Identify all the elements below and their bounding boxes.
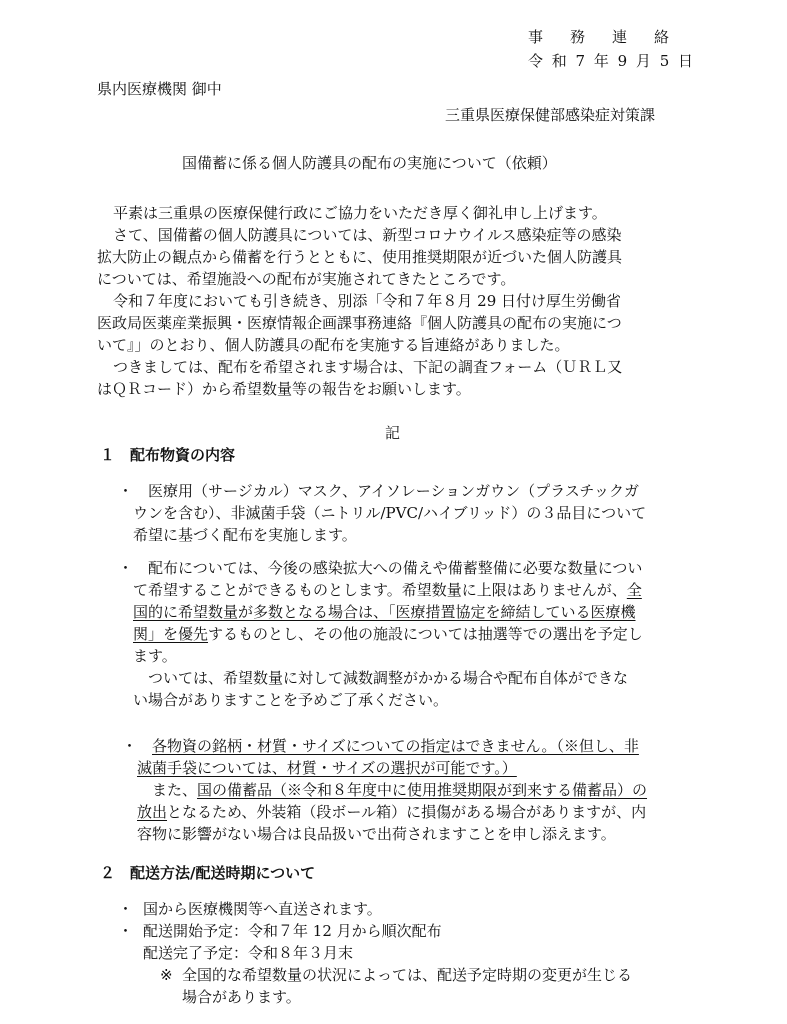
s1-b2-line: ます。 [133,647,177,665]
s1-b1-line: 希望に基づく配布を実施します。 [133,526,357,544]
s1-b3-text: となるため、外装箱（段ボール箱）に損傷がある場合がありますが、内 [167,803,647,821]
s2-line: 国から医療機関等へ直送されます。 [143,900,382,918]
s1-b1-line: 医療用（サージカル）マスク、アイソレーションガウン（プラスチックガ [148,482,639,500]
sender: 三重県医療保健部感染症対策課 [445,106,656,124]
s2-line: 配送開始予定：令和７年 12 月から順次配布 [143,922,442,940]
intro-line: については、希望施設への配布が実施されてきたところです。 [97,270,516,288]
s1-b3-line [152,779,647,801]
s2-note-line: 全国的な希望数量の状況によっては、配送予定時期の変更が生じる [182,966,633,984]
intro-line: 拡大防止の観点から備蓄を行うとともに、使用推奨期限が近づいた個人防護具 [97,248,623,266]
s1-b2-line [133,579,642,601]
ki-mark: 記 [385,424,401,442]
intro-line: 平素は三重県の医療保健行政にご協力をいただき厚く御礼申し上げます。 [113,204,607,222]
bullet-dot: ・ [118,559,134,577]
bullet-dot: ・ [118,900,134,918]
s1-b2-line: い場合がありますことを予めご了承ください。 [133,691,449,709]
s1-b2-line [133,623,643,645]
s1-b3-text: また、 [152,781,198,799]
intro-line: 医政局医薬産業振興・医療情報企画課事務連絡『個人防護具の配布の実施につ [97,314,622,332]
section1-heading: １ 配布物資の内容 [100,446,236,464]
bullet-dot: ・ [122,737,138,755]
doc-date: 令 和 7 年 9 月 5 日 [528,52,696,70]
s2-line: 配送完了予定：令和８年３月末 [143,944,354,962]
s1-b3-line: 容物に影響がない場合は良品扱いで出荷されますことを申し添えます。 [137,825,616,843]
s1-b3-line: 各物資の銘柄・材質・サイズについての指定はできません。（※但し、非 [152,737,639,755]
doc-type: 事 務 連 絡 [528,28,676,46]
bullet-dot: ・ [118,922,134,940]
underlined-text: 関」を優先 [133,625,209,643]
intro-line: 令和７年度においても引き続き、別添「令和７年８月 29 日付け厚生労働省 [113,292,622,310]
intro-line: さて、国備蓄の個人防護具については、新型コロナウイルス感染症等の感染 [113,226,622,244]
s1-b2-line: ついては、希望数量に対して減数調整がかかる場合や配布自体ができな [148,669,629,687]
s1-b2-text: て希望することができるものとします。希望数量に上限はありませんが、 [133,581,627,599]
intro-line: いて』」のとおり、個人防護具の配布を実施する旨連絡がありました。 [97,336,570,354]
s1-b2-line: 配布については、今後の感染拡大への備えや備蓄整備に必要な数量につい [148,559,643,577]
doc-title: 国備蓄に係る個人防護具の配布の実施について（依頼） [182,154,557,172]
s1-b1-line: ウンを含む）、非滅菌手袋（ニトリル/PVC/ハイブリッド）の３品目について [133,504,647,522]
s2-note-line: 場合があります。 [182,988,301,1006]
section2-heading: ２ 配送方法/配送時期について [100,864,316,882]
intro-line: つきましては、配布を希望されます場合は、下記の調査フォーム（ＵＲＬ又 [113,358,623,376]
recipient: 県内医療機関 御中 [97,80,222,98]
s1-b3-line [137,801,646,823]
s1-b3-line: 滅菌手袋については、材質・サイズの選択が可能です。） [137,759,517,777]
intro-line: はＱＲコード）から希望数量等の報告をお願いします。 [97,380,471,398]
underlined-text: 全 [626,581,642,599]
underlined-text: 放出 [137,803,168,821]
s1-b2-line: 国的に希望数量が多数となる場合は、「医療措置協定を締結している医療機 [133,603,636,621]
bullet-dot: ・ [118,482,134,500]
underlined-text: 国の備蓄品（※令和８年度中に使用推奨期限が到来する備蓄品）の [197,781,648,799]
note-mark: ※ [160,966,173,984]
s1-b2-text: するものとし、その他の施設については抽選等での選出を予定し [208,625,643,643]
